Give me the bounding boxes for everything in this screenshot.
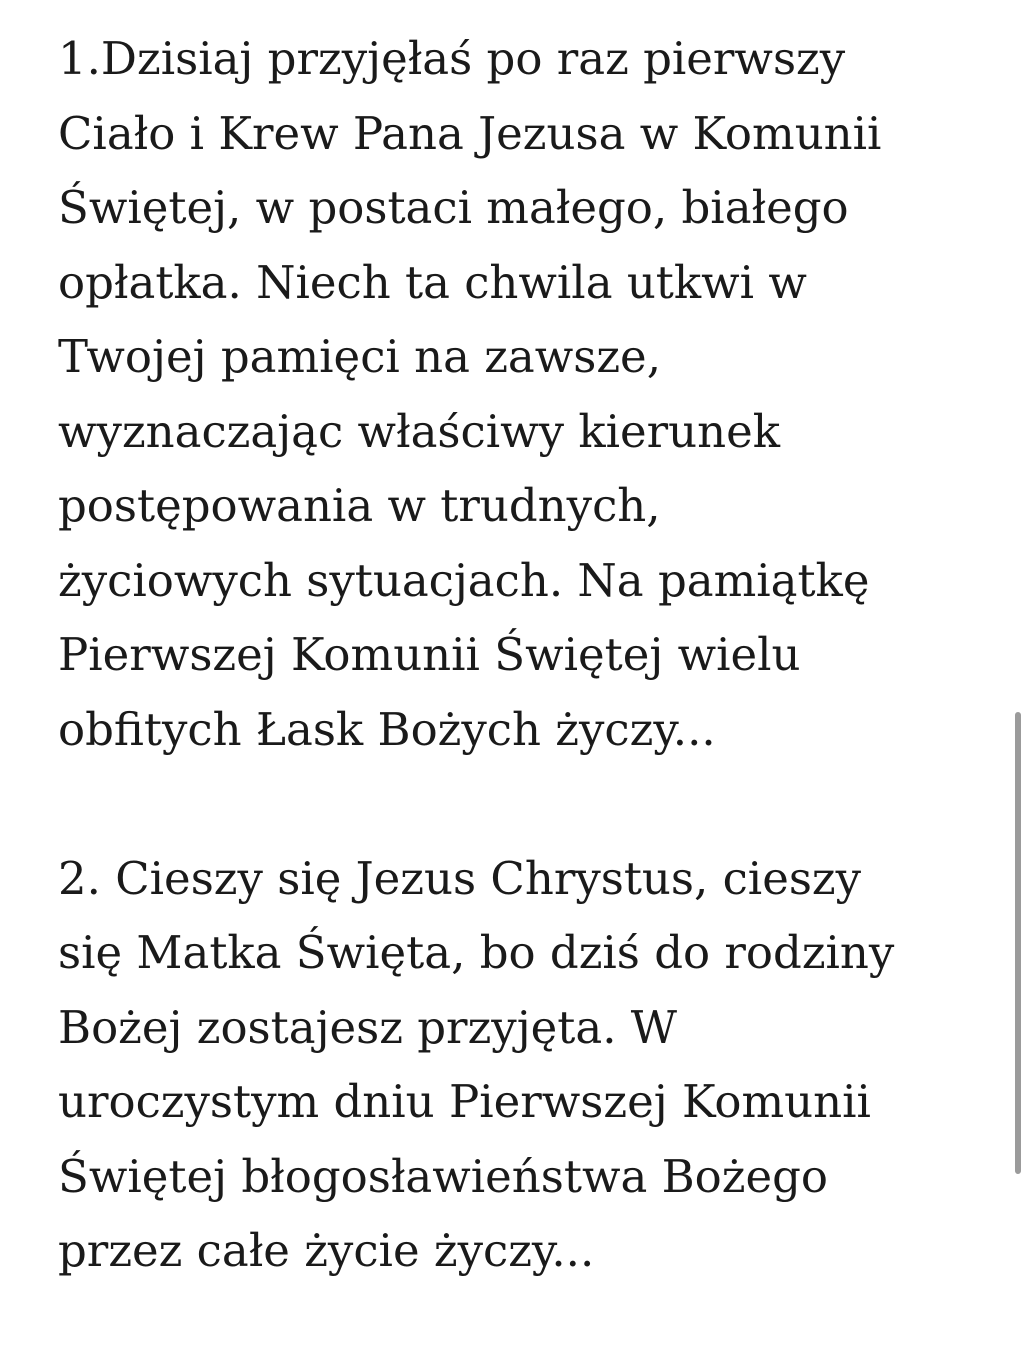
text-line: wyznaczając właściwy kierunek bbox=[58, 404, 781, 458]
vertical-scrollbar[interactable] bbox=[1015, 712, 1021, 1174]
text-line: 2. Cieszy się Jezus Chrystus, cieszy bbox=[58, 851, 862, 905]
text-line: uroczystym dniu Pierwszej Komunii bbox=[58, 1075, 871, 1128]
text-line: postępowania w trudnych, bbox=[58, 479, 661, 532]
text-line: życiowych sytuacjach. Na pamiątkę bbox=[58, 553, 870, 607]
text-line: Świętej błogosławieństwa Bożego bbox=[58, 1149, 828, 1203]
text-line: się Matka Święta, bo dziś do rodziny bbox=[58, 926, 895, 979]
text-line: 1.Dzisiaj przyjęłaś po raz pierwszy bbox=[58, 32, 846, 85]
text-line: Twojej pamięci na zawsze, bbox=[58, 330, 661, 383]
article-text bbox=[58, 22, 988, 1289]
text-line: Ciało i Krew Pana Jezusa w Komunii bbox=[58, 106, 882, 160]
text-line: Świętej, w postaci małego, białego bbox=[58, 181, 849, 234]
text-line: przez całe życie życzy... bbox=[58, 1224, 595, 1277]
text-line: opłatka. Niech ta chwila utkwi w bbox=[58, 255, 807, 309]
wish-1-paragraph bbox=[58, 22, 988, 767]
text-line: Bożej zostajesz przyjęta. W bbox=[58, 1000, 678, 1054]
paragraph-spacer bbox=[58, 767, 988, 842]
text-line: obfitych Łask Bożych życzy... bbox=[58, 702, 716, 756]
wish-2-paragraph bbox=[58, 842, 988, 1289]
text-line: Pierwszej Komunii Świętej wielu bbox=[58, 628, 801, 681]
